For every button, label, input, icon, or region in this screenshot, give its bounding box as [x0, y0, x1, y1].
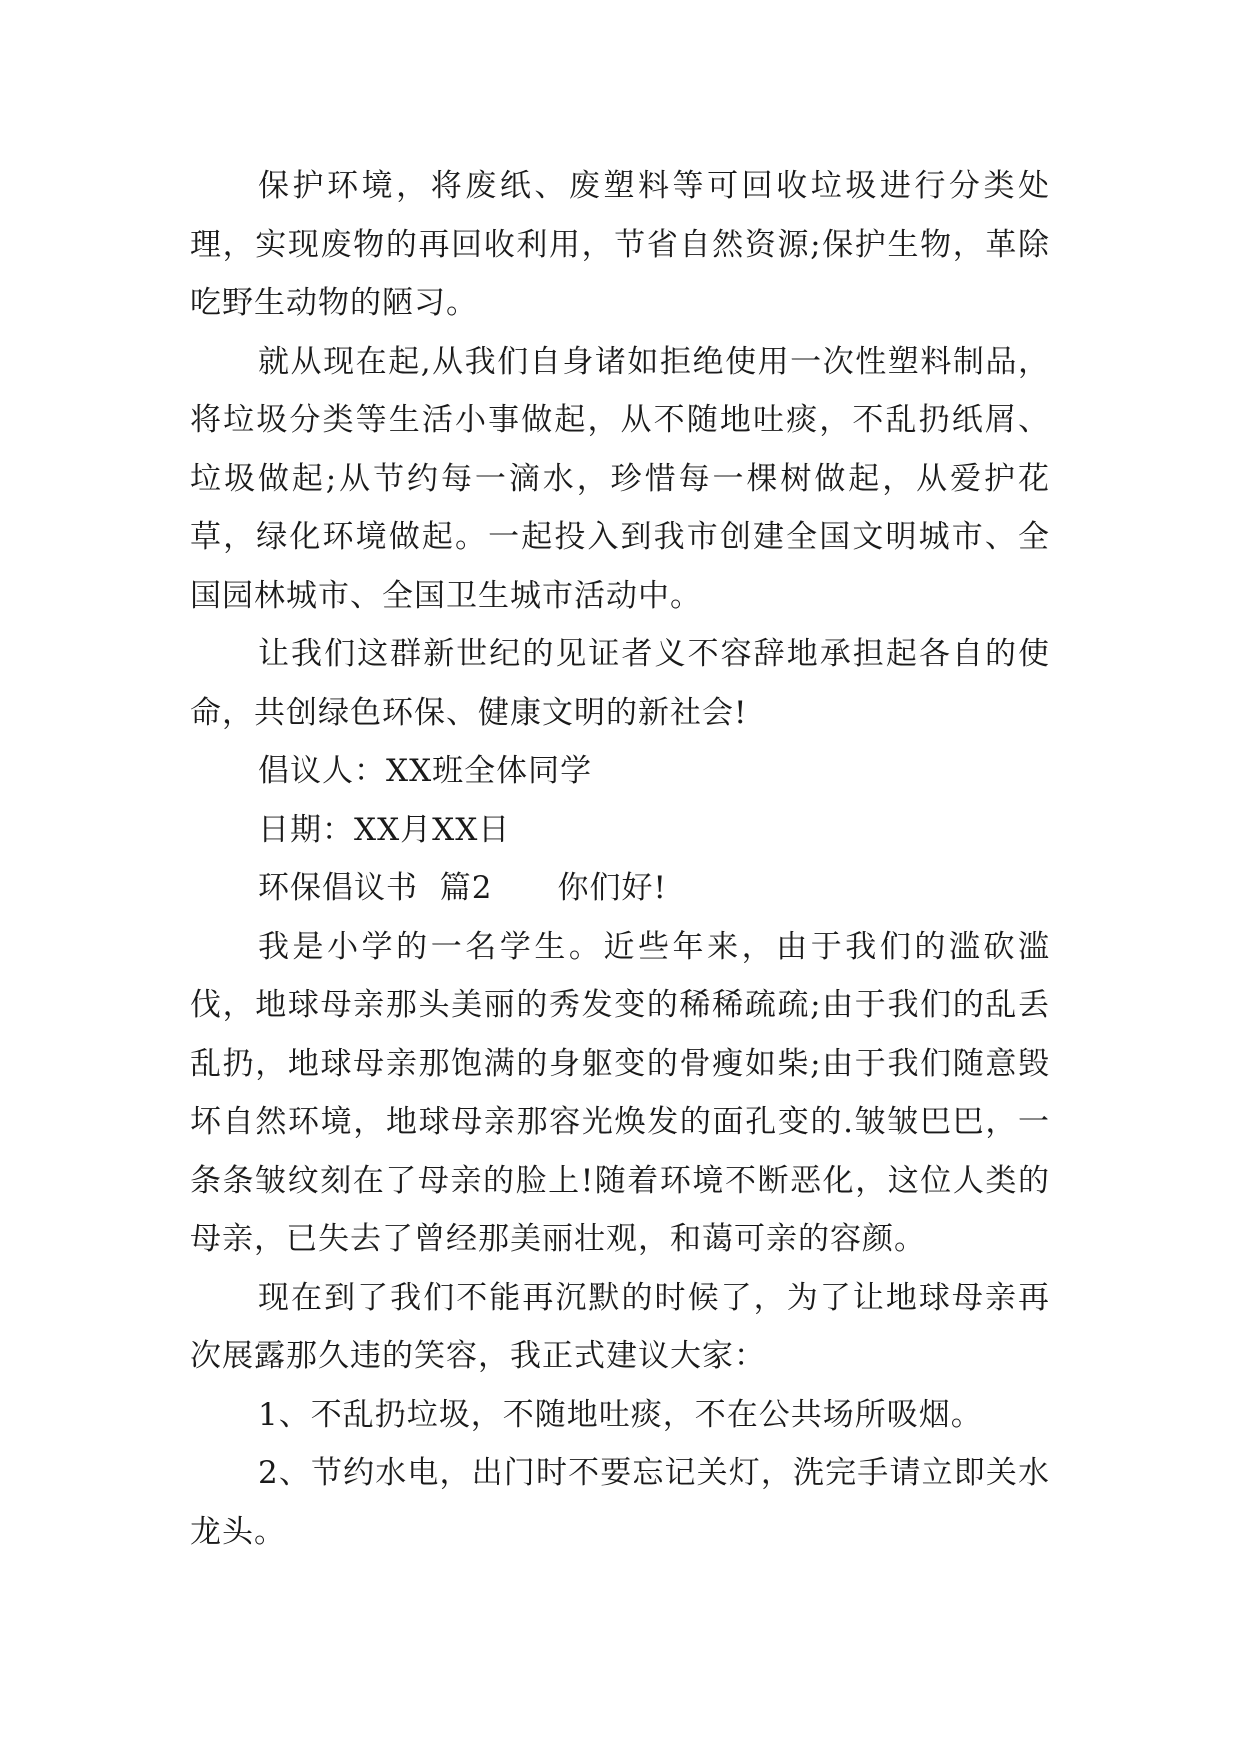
paragraph-recycling: 保护环境，将废纸、废塑料等可回收垃圾进行分类处理，实现废物的再回收利用，节省自然资源;保护生物，革除吃野生动物的陋习。 [190, 168, 1050, 321]
paragraph-proposal: 现在到了我们不能再沉默的时候了，为了让地球母亲再次展露那久违的笑容，我正式建议大家： [190, 1279, 1050, 1374]
paragraph-start-now: 就从现在起,从我们自身诸如拒绝使用一次性塑料制品，将垃圾分类等生活小事做起，从不随地吐痰，不乱扔纸屑、垃圾做起;从节约每一滴水，珍惜每一棵树做起，从爱护花草，绿化环境做起。一起投入到我市创建全国文明城市、全国园林城市、全国卫生城市活动中。 [190, 343, 1050, 614]
list-item-1: 1、不乱扔垃圾，不随地吐痰，不在公共场所吸烟。 [258, 1396, 983, 1433]
document-body [190, 157, 1050, 1561]
signature-initiator: 倡议人：XX班全体同学 [258, 753, 593, 789]
list-item-2: 2、节约水电，出门时不要忘记关灯，洗完手请立即关水龙头。 [190, 1455, 1050, 1550]
paragraph-mission: 让我们这群新世纪的见证者义不容辞地承担起各自的使命，共创绿色环保、健康文明的新社会! [190, 636, 1050, 731]
paragraph-earth-mother: 我是小学的一名学生。近些年来，由于我们的滥砍滥伐，地球母亲那头美丽的秀发变的稀稀疏疏;由于我们的乱丢乱扔，地球母亲那饱满的身躯变的骨瘦如柴;由于我们随意毁坏自然环境，地球母亲那容光焕发的面孔变的.皱皱巴巴，一条条皱纹刻在了母亲的脸上!随着环境不断恶化，这位人类的母亲，已失去了曾经那美丽壮观，和蔼可亲的容颜。 [190, 928, 1050, 1257]
section-heading-2: 环保倡议书 篇2 你们好! [258, 870, 668, 906]
signature-date: 日期：XX月XX日 [258, 811, 511, 848]
